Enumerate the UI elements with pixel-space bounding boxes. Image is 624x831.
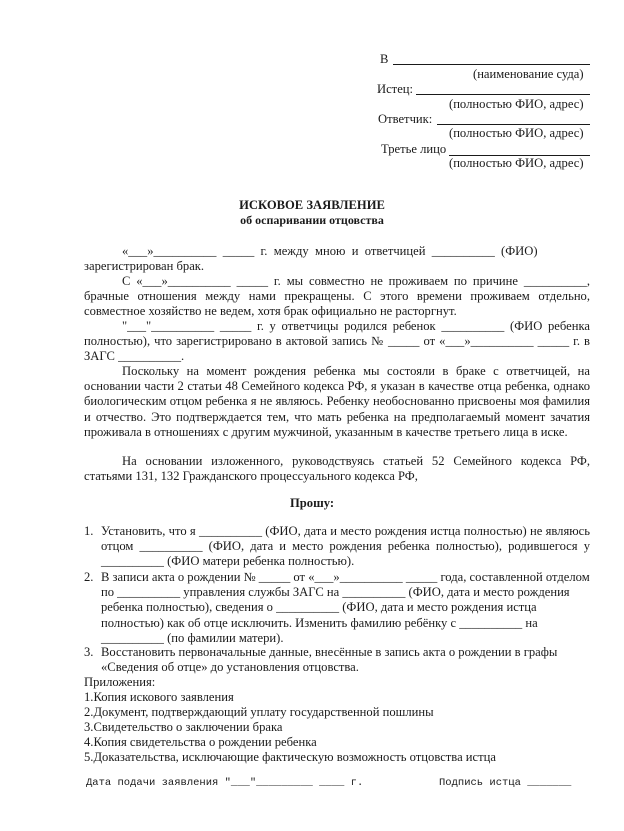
request-item-3: Восстановить первоначальные данные, внесённые в запись акта о рождении в графы «Сведения об отце» до установления отцовства. — [101, 645, 558, 675]
request-item-2-number: 2. — [84, 570, 94, 584]
document-subtitle: об оспаривании отцовства — [240, 213, 384, 227]
attachment-item: 4.Копия свидетельства о рождении ребенка — [84, 735, 317, 749]
paragraph-grounds-text: Поскольку на момент рождения ребенка мы состояли в браке с ответчицей, на основании части 2 статьи 48 Семейного кодекса РФ, я указан в качестве отца ребенка, однако биологическим отцом ребенка я не являюсь. Ребенку необоснованно присвоены моя фамилия и отчество. Это подтверждается тем, что мать ребенка на предполагаемый момент зачатия проживала в отношениях с другим мужчиной, указанным в качестве третьего лица в иске. — [84, 364, 590, 439]
paragraph-legal-basis-text: На основании изложенного, руководствуясь статьей 52 Семейного кодекса РФ, статьями 131, 132 Гражданского процессуального кодекса РФ, — [84, 454, 590, 484]
court-prefix: В — [380, 52, 389, 66]
paragraph-marriage — [84, 244, 590, 274]
defendant-hint: (полностью ФИО, адрес) — [449, 126, 584, 140]
attachment-item: 5.Доказательства, исключающие фактическую возможность отцовства истца — [84, 750, 496, 764]
paragraph-grounds — [84, 364, 590, 440]
paragraph-marriage-line1: «___»__________ _____ г. между мною и ответчицей __________ (ФИО) — [122, 244, 538, 258]
attachment-item: 1.Копия искового заявления — [84, 690, 234, 704]
request-item-1: Установить, что я __________ (ФИО, дата и место рождения истца полностью) не являюсь отцом __________ (ФИО, дата и место рождения ребенка полностью), родившегося у __________ (ФИО матери ребенка полностью). — [101, 524, 590, 569]
court-field[interactable] — [393, 52, 590, 65]
plaintiff-hint: (полностью ФИО, адрес) — [449, 97, 584, 111]
plaintiff-field[interactable] — [416, 82, 590, 95]
paragraph-legal-basis — [84, 454, 590, 484]
paragraph-separation-text: С «___»__________ _____ г. мы совместно не проживаем по причине __________, брачные отношения между нами прекращены. С этого времени проживаем отдельно, совместное хозяйство не ведем, хотя брак официально не расторгнут. — [84, 274, 590, 319]
paragraph-child-birth-text: "___"__________ _____ г. у ответчицы родился ребенок __________ (ФИО ребенка полностью), что зарегистрировано в актовой запись № _____ от «___»__________ _____ г. в ЗАГС __________. — [84, 319, 590, 364]
attachment-item: 2.Документ, подтверждающий уплату государственной пошлины — [84, 705, 434, 719]
request-heading: Прошу: — [289, 496, 335, 510]
third-party-label: Третье лицо — [381, 142, 447, 156]
signature-line: Подпись истца _______ — [439, 777, 572, 789]
document-title: ИСКОВОЕ ЗАЯВЛЕНИЕ — [239, 198, 385, 212]
attachments-heading: Приложения: — [84, 675, 156, 689]
court-hint: (наименование суда) — [473, 67, 584, 81]
request-item-3-number: 3. — [84, 645, 94, 659]
defendant-field[interactable] — [437, 112, 590, 125]
paragraph-child-birth — [84, 319, 590, 365]
attachment-item: 3.Свидетельство о заключении брака — [84, 720, 283, 734]
paragraph-separation — [84, 274, 590, 320]
third-party-field[interactable] — [449, 143, 590, 156]
defendant-label: Ответчик: — [378, 112, 433, 126]
plaintiff-label: Истец: — [377, 82, 414, 96]
request-item-2: В записи акта о рождении № _____ от «___»__________ _____ года, составленной отделом по __________ управления службы ЗАГС на __________ (ФИО, дата и место рождения ребенка полностью), сведения о __________ (ФИО, дата и место рождения истца полностью) как об отце исключить. Изменить фамилию ребёнку с __________ на __________ (по фамилии матери). — [101, 570, 590, 645]
paragraph-marriage-line2: зарегистрирован брак. — [84, 259, 205, 274]
third-party-hint: (полностью ФИО, адрес) — [449, 156, 584, 170]
filing-date-line: Дата подачи заявления "___"_________ ____ г. — [86, 777, 364, 789]
request-item-1-number: 1. — [84, 524, 94, 538]
